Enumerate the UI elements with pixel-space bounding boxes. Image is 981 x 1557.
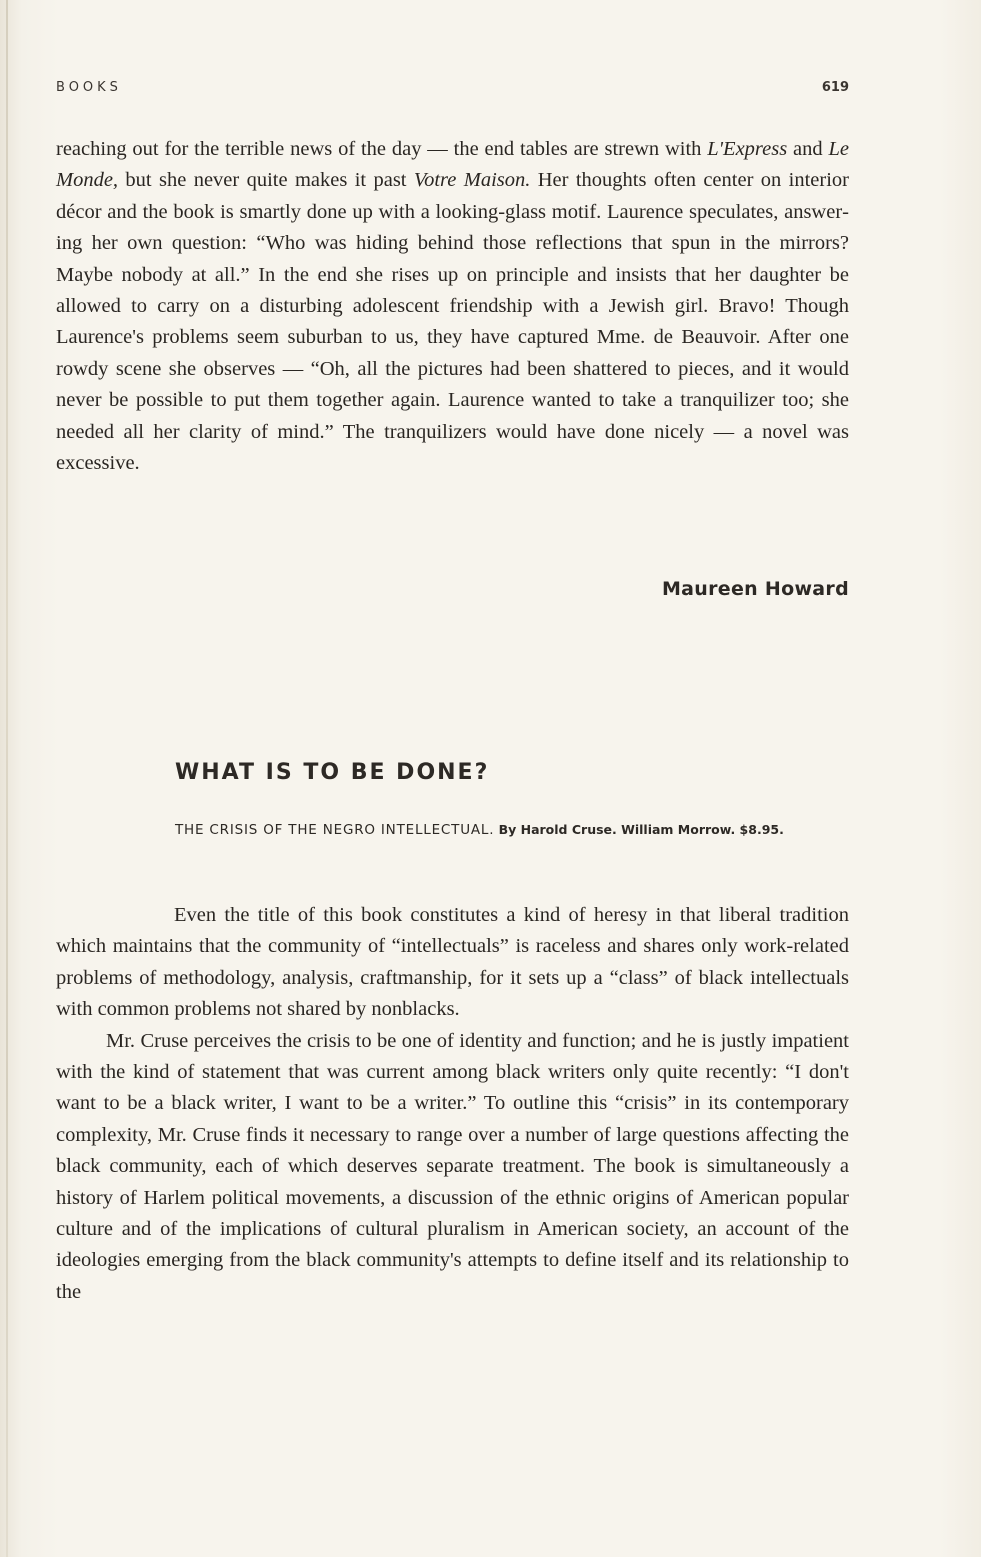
book-author: Harold Cruse. [520, 822, 617, 837]
book-price: $8.95. [739, 822, 784, 837]
page-number: 619 [821, 80, 849, 95]
binding-gutter [6, 0, 8, 1557]
section-title: BOOKS [56, 80, 122, 95]
italic-run-le-monde: Le Monde, [56, 138, 849, 192]
running-head [56, 80, 849, 100]
italic-run-votre-maison: Votre Maison. [413, 169, 531, 192]
text-run: but she never quite makes it past [118, 169, 414, 192]
by-label: By [498, 822, 517, 837]
review-paragraph: Mr. Cruse perceives the crisis to be one of identity and function; and he is justly impatient with the kind of statement that was current among black writers only quite recently: “I don't want to be a black writer, I want to be a writer.” To outline this “crisis” in its contemporary complexity, Mr. Cruse finds it necessary to range over a number of large questions affecting the black community, each of which deserves separate treatment. The book is simultaneously a history of Harlem political movements, a discussion of the ethnic origins of American popular culture and of the implications of cultural pluralism in American society, an account of the ideologies emerging from the black community's attempts to define itself and its relationship to the [56, 1029, 849, 1303]
review-heading: WHAT IS TO BE DONE? [175, 760, 490, 785]
book-publisher: William Morrow. [621, 822, 736, 837]
reviewer-byline: Maureen Howard [661, 578, 849, 600]
italic-run-lexpress: L'Express [707, 138, 788, 160]
review-text [56, 900, 849, 1308]
book-citation [175, 818, 855, 842]
text-run: and [787, 138, 829, 160]
text-run: reaching out for the terrible news of the day — the end tables are strewn with [56, 138, 708, 160]
text-run: Her thoughts often center on interior décor and the book is smartly done up with a looking-glass motif. Laurence speculates, answering her own question: “Who was hiding behind those reflections that spun in the mirrors? Maybe nobody at all.” In the end she rises up on principle and insists that her daughter be allowed to carry on a disturbing adolescent friendship with a Jewish girl. Bravo! Though Laurence's problems seem suburban to us, they have captured Mme. de Beauvoir. After one rowdy scene she observes — “Oh, all the pictures had been shattered to pieces, and it would never be possible to put them together again. Laurence wanted to take a tranquilizer too; she needed all her clarity of mind.” The tranquilizers would have done nicely — a novel was excessive. [56, 169, 849, 475]
previous-review-text [56, 134, 849, 479]
previous-review-paragraph [56, 134, 849, 479]
review-paragraph: Even the title of this book constitutes a kind of heresy in that liberal tradition which maintains that the community of “intellectuals” is raceless and shares only work-related problems of methodology, analysis, craftmanship, for it sets up a “class” of black intellectuals with common problems not shared by nonblacks. [56, 904, 849, 1021]
book-title: THE CRISIS OF THE NEGRO INTELLECTUAL. [175, 822, 495, 838]
